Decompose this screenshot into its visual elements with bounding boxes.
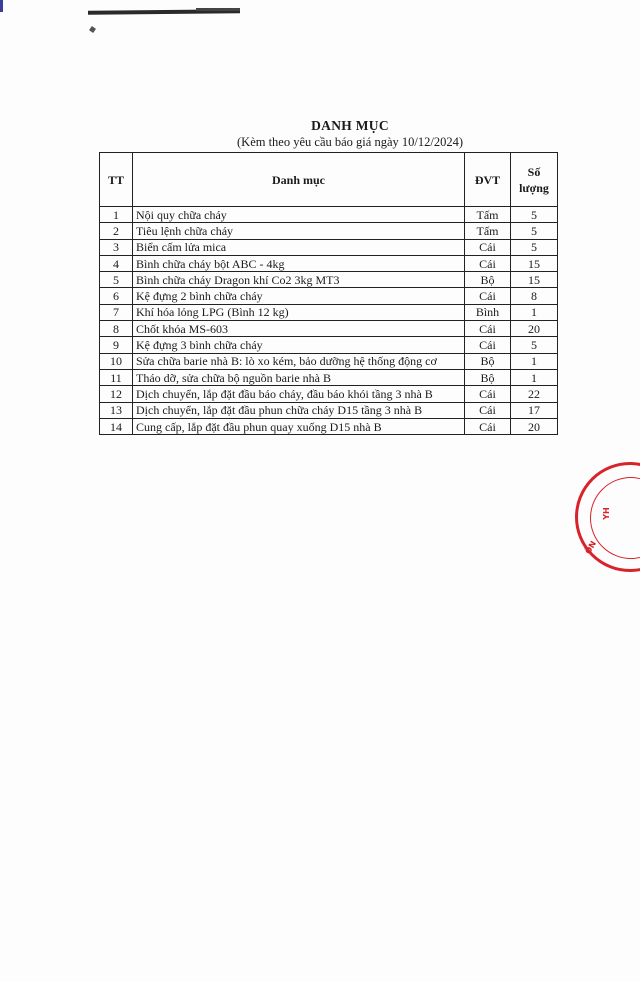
cell-qty: 5: [511, 223, 558, 239]
cell-tt: 6: [100, 288, 133, 304]
company-seal-inner-ring: [590, 477, 640, 559]
cell-unit: Cái: [465, 418, 511, 434]
cell-unit: Cái: [465, 239, 511, 255]
items-table: [99, 152, 558, 435]
cell-unit: Tấm: [465, 207, 511, 223]
seal-text-b: YH: [601, 507, 611, 520]
cell-tt: 9: [100, 337, 133, 353]
cell-unit: Bộ: [465, 353, 511, 369]
table-row: [100, 353, 558, 369]
cell-qty: 1: [511, 304, 558, 320]
cell-qty: 20: [511, 418, 558, 434]
company-seal: [575, 462, 640, 572]
cell-unit: Tấm: [465, 223, 511, 239]
header-unit: ĐVT: [465, 153, 511, 207]
cell-name: Sửa chữa barie nhà B: lò xo kém, bảo dưỡng hệ thống động cơ: [133, 353, 465, 369]
cell-qty: 15: [511, 272, 558, 288]
cell-unit: Cái: [465, 402, 511, 418]
cell-unit: Bộ: [465, 272, 511, 288]
cell-tt: 4: [100, 255, 133, 271]
cell-tt: 8: [100, 321, 133, 337]
cell-name: Nội quy chữa cháy: [133, 207, 465, 223]
cell-qty: 1: [511, 369, 558, 385]
cell-qty: 15: [511, 255, 558, 271]
cell-name: Tháo dỡ, sửa chữa bộ nguồn barie nhà B: [133, 369, 465, 385]
table-row: [100, 223, 558, 239]
table-row: [100, 288, 558, 304]
table-row: [100, 418, 558, 434]
scan-mark-tick: [89, 26, 96, 33]
table-row: [100, 321, 558, 337]
header-qty-line2: lượng: [519, 180, 549, 195]
seal-text-a: ÔN: [583, 539, 599, 556]
header-name: Danh mục: [133, 153, 465, 207]
cell-qty: 17: [511, 402, 558, 418]
scan-mark-corner: [0, 0, 3, 12]
cell-tt: 13: [100, 402, 133, 418]
cell-name: Chốt khóa MS-603: [133, 321, 465, 337]
cell-tt: 1: [100, 207, 133, 223]
cell-qty: 5: [511, 337, 558, 353]
table-row: [100, 255, 558, 271]
cell-name: Dịch chuyển, lắp đặt đầu phun chữa cháy D15 tầng 3 nhà B: [133, 402, 465, 418]
cell-unit: Cái: [465, 386, 511, 402]
document-subtitle: (Kèm theo yêu cầu báo giá ngày 10/12/2024): [237, 135, 463, 149]
table-header-row: [100, 153, 558, 207]
header-qty-line1: Số: [527, 164, 541, 179]
cell-name: Dịch chuyển, lắp đặt đầu báo cháy, đầu báo khói tầng 3 nhà B: [133, 386, 465, 402]
cell-tt: 14: [100, 418, 133, 434]
cell-unit: Bộ: [465, 369, 511, 385]
cell-unit: Cái: [465, 255, 511, 271]
cell-name: Kệ đựng 3 bình chữa cháy: [133, 337, 465, 353]
cell-qty: 8: [511, 288, 558, 304]
cell-qty: 5: [511, 239, 558, 255]
cell-tt: 12: [100, 386, 133, 402]
cell-name: Cung cấp, lắp đặt đầu phun quay xuống D15 nhà B: [133, 418, 465, 434]
table-row: [100, 337, 558, 353]
cell-qty: 22: [511, 386, 558, 402]
table-row: [100, 369, 558, 385]
header-tt: TT: [100, 153, 133, 207]
table-row: [100, 272, 558, 288]
cell-qty: 1: [511, 353, 558, 369]
cell-tt: 11: [100, 369, 133, 385]
table-row: [100, 304, 558, 320]
cell-qty: 20: [511, 321, 558, 337]
table-row: [100, 402, 558, 418]
cell-name: Biển cấm lửa mica: [133, 239, 465, 255]
document-title: DANH MỤC: [311, 118, 389, 133]
cell-tt: 7: [100, 304, 133, 320]
cell-qty: 5: [511, 207, 558, 223]
cell-tt: 3: [100, 239, 133, 255]
cell-tt: 5: [100, 272, 133, 288]
cell-name: Tiêu lệnh chữa cháy: [133, 223, 465, 239]
table-row: [100, 239, 558, 255]
cell-unit: Bình: [465, 304, 511, 320]
cell-unit: Cái: [465, 337, 511, 353]
cell-name: Khí hóa lỏng LPG (Bình 12 kg): [133, 304, 465, 320]
scan-mark-top-2: [196, 8, 240, 11]
table-row: [100, 386, 558, 402]
cell-unit: Cái: [465, 321, 511, 337]
header-qty: [511, 153, 558, 207]
cell-name: Bình chữa cháy bột ABC - 4kg: [133, 255, 465, 271]
cell-tt: 2: [100, 223, 133, 239]
cell-name: Bình chữa cháy Dragon khí Co2 3kg MT3: [133, 272, 465, 288]
cell-tt: 10: [100, 353, 133, 369]
table-row: [100, 207, 558, 223]
table-body: [100, 207, 558, 435]
cell-unit: Cái: [465, 288, 511, 304]
cell-name: Kệ đựng 2 bình chữa cháy: [133, 288, 465, 304]
